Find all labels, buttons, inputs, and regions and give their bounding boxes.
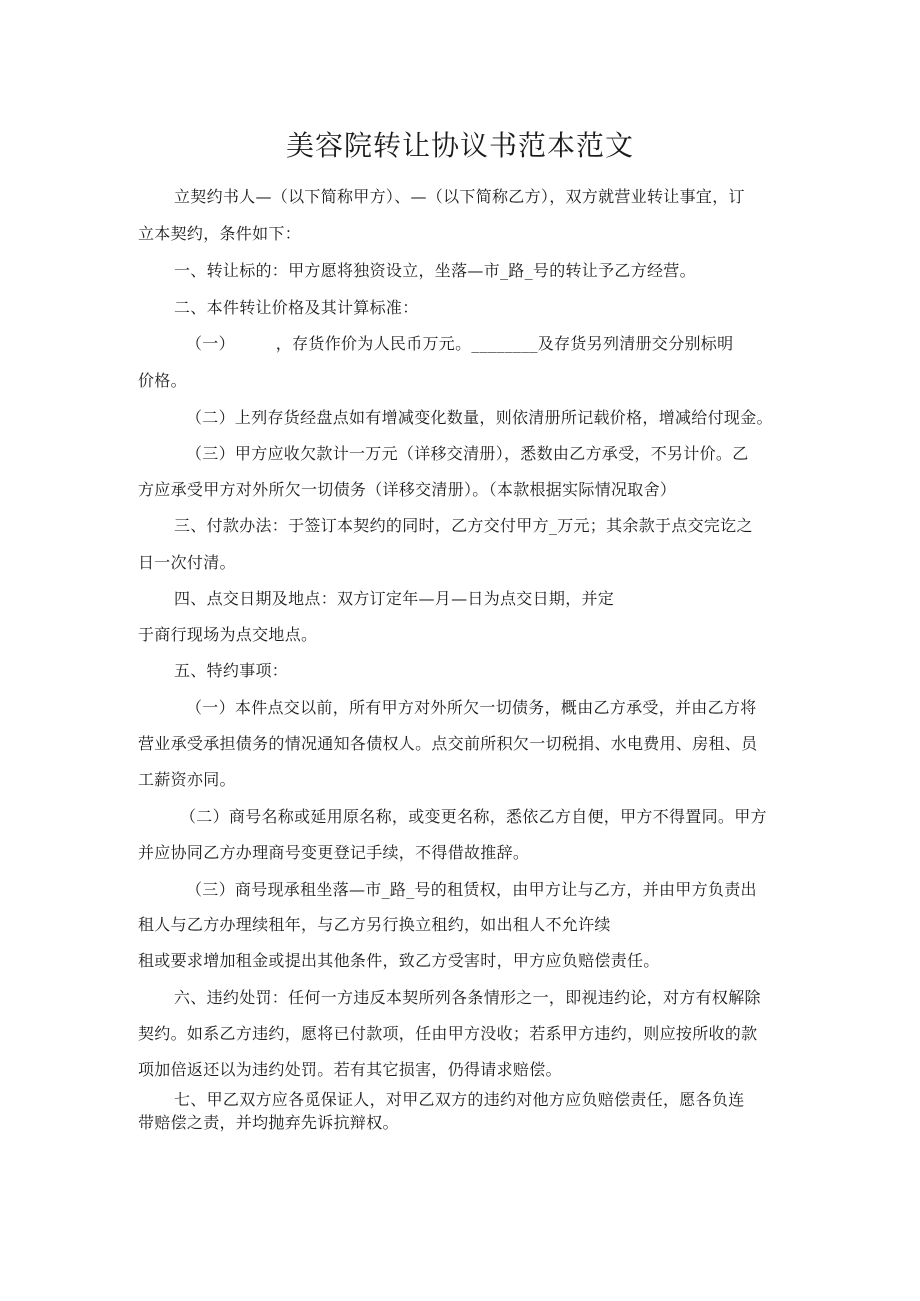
paragraph-line: 立本契约，条件如下： xyxy=(138,224,302,243)
paragraph-line: （三）甲方应收欠款计一万元（详移交清册），悉数由乙方承受，不另计价。乙 xyxy=(186,444,749,463)
paragraph-line: 四、点交日期及地点：双方订定年—月—日为点交日期，并定 xyxy=(174,589,615,608)
paragraph-line: 一、转让标的：甲方愿将独资设立，坐落—市_路_号的转让予乙方经营。 xyxy=(174,261,696,280)
paragraph-line: 带赔偿之责，并均抛弃先诉抗辩权。 xyxy=(138,1113,399,1132)
paragraph-line: 方应承受甲方对外所欠一切债务（详移交清册）。（本款根据实际情况取舍） xyxy=(138,480,677,499)
paragraph-line: （二）上列存货经盘点如有增减变化数量，则依清册所记载价格，增减给付现金。 xyxy=(186,408,773,427)
paragraph-line: 租人与乙方办理续租年，与乙方另行换立租约，如出租人不允许续 xyxy=(138,915,611,934)
paragraph-line: 三、付款办法：于签订本契约的同时，乙方交付甲方_万元；其余款于点交完讫之 xyxy=(174,516,753,535)
paragraph-line: （二）商号名称或延用原名称，或变更名称，悉依乙方自便，甲方不得置同。甲方 xyxy=(180,807,767,826)
document-title: 美容院转让协议书范本范文 xyxy=(285,129,634,162)
paragraph-line: 二、本件转让价格及其计算标准： xyxy=(174,298,419,317)
paragraph-line: 并应协同乙方办理商号变更登记手续，不得借故推辞。 xyxy=(138,843,530,862)
paragraph-line: 日一次付清。 xyxy=(138,553,236,572)
paragraph-line: 于商行现场为点交地点。 xyxy=(138,625,318,644)
paragraph-line: 六、违约处罚：任何一方违反本契所列各条情形之一，即视违约论，对方有权解除 xyxy=(174,988,761,1007)
paragraph-line: 七、甲乙双方应各觅保证人，对甲乙双方的违约对他方应负赔偿责任，愿各负连 xyxy=(174,1090,745,1109)
paragraph-line: 立契约书人—（以下简称甲方）、—（以下简称乙方），双方就营业转让事宜，订 xyxy=(174,187,745,206)
paragraph-line: （三）商号现承租坐落—市_路_号的租赁权，由甲方让与乙方，并由甲方负责出 xyxy=(186,880,757,899)
paragraph-line: 价格。 xyxy=(138,371,187,390)
paragraph-line: 五、特约事项： xyxy=(174,661,289,680)
paragraph-line: （一）本件点交以前，所有甲方对外所欠一切债务，概由乙方承受，并由乙方将 xyxy=(186,698,757,717)
paragraph-line: 契约。如系乙方违约，愿将已付款项，任由甲方没收；若系甲方违约，则应按所收的款 xyxy=(138,1024,758,1043)
paragraph-line: 项加倍返还以为违约处罚。若有其它损害，仍得请求赔偿。 xyxy=(138,1060,562,1079)
paragraph-line: 租或要求增加租金或提出其他条件，致乙方受害时，甲方应负赔偿责任。 xyxy=(138,951,660,970)
paragraph-line: 工薪资亦同。 xyxy=(138,770,236,789)
paragraph-line: 营业承受承担债务的情况通知各债权人。点交前所积欠一切税捐、水电费用、房租、员 xyxy=(138,734,758,753)
paragraph-line: （一） ，存货作价为人民币万元。________及存货另列清册交分别标明 xyxy=(186,334,734,353)
